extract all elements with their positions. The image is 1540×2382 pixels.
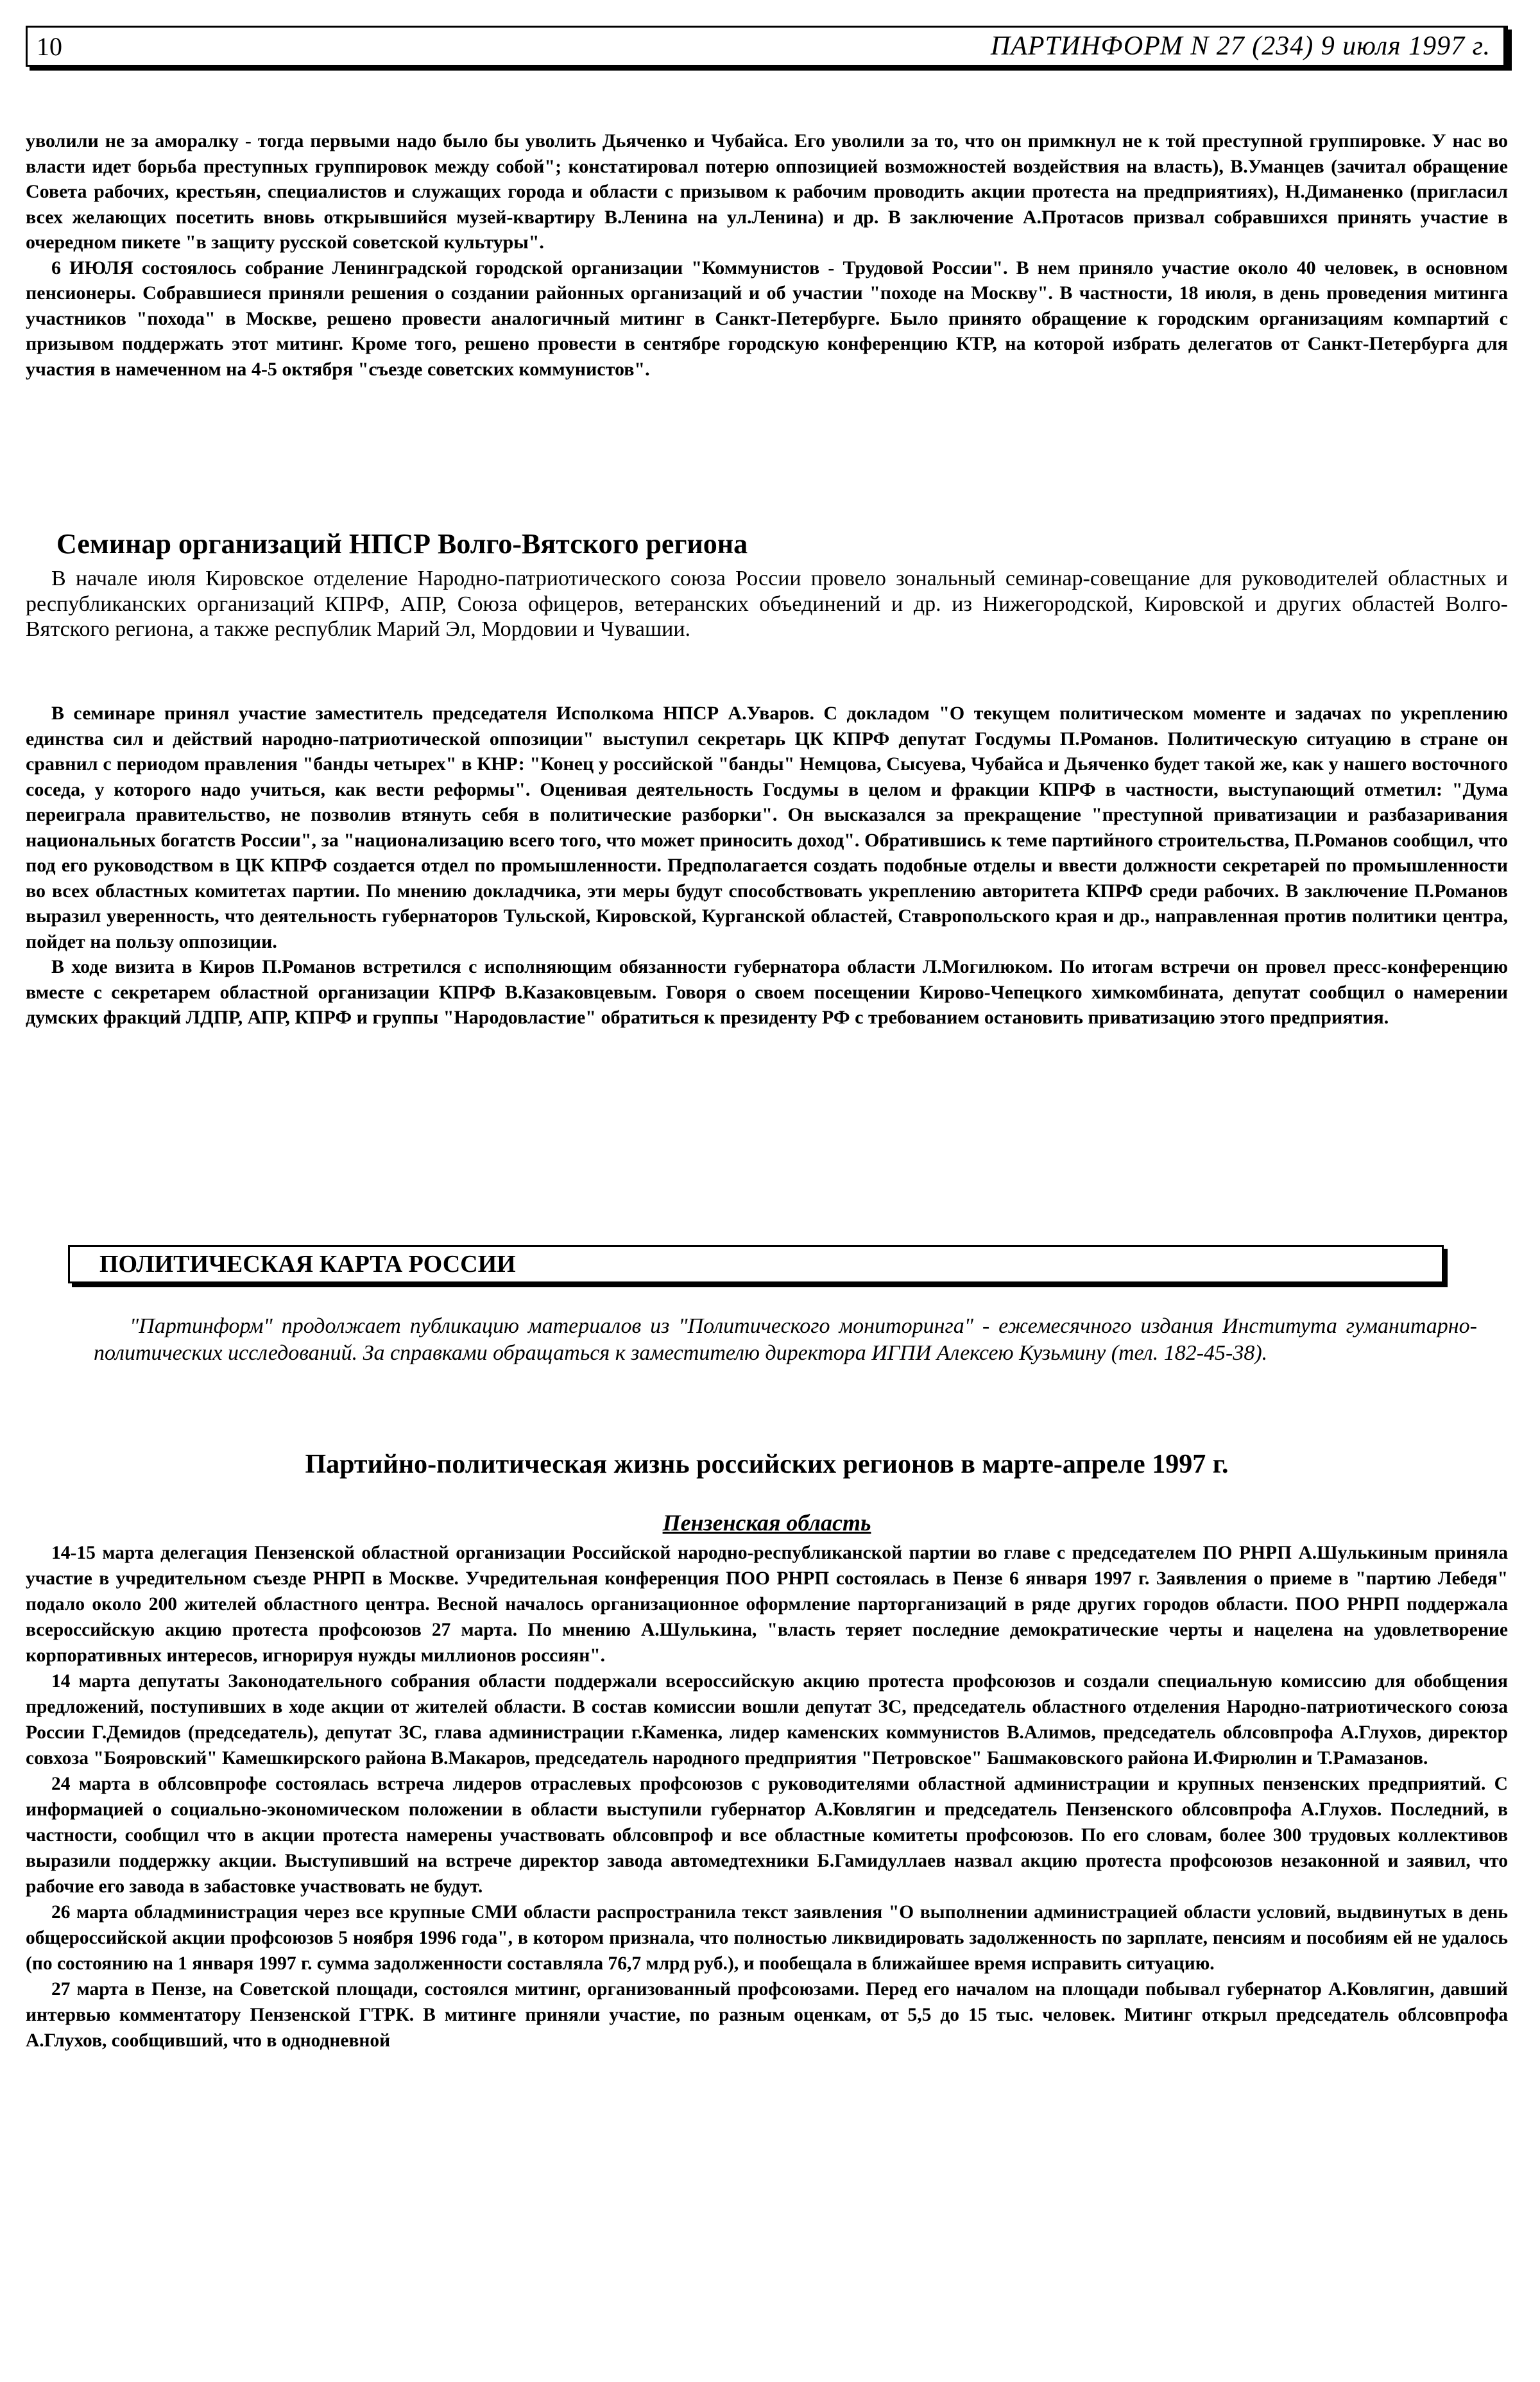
- newspaper-page: [26, 26, 1508, 2051]
- rubric-box: [68, 1245, 1444, 1283]
- paragraph: 26 марта обладминистрация через все крупные СМИ области распространила текст заявления "О выполнении администрацией области условий, выдвинутых в день общероссийской акции профсоюзов 5 ноября 1996 года", в котором признала, что полностью ликвидировать задолженность по зарплате, пенсиям и пособиям ей не удалось (по состоянию на 1 января 1997 г. сумма задолженности составляла 76,7 млрд руб.), и пообещала в ближайшее время исправить ситуацию.: [26, 1902, 1508, 1974]
- paragraph: 27 марта в Пензе, на Советской площади, состоялся митинг, организованный профсоюзами. Перед его началом на площади побывал губернатор А.Ковлягин, давший интервью комментатору Пензенской ГТРК. В митинге приняли участие, по разным оценкам, от 5,5 до 15 тыс. человек. Митинг открыл председатель облсовпрофа А.Глухов, сообщивший, что в однодневной: [26, 1979, 1508, 2051]
- paragraph: уволили не за аморалку - тогда первыми надо было бы уволить Дьяченко и Чубайса. Его уволили за то, что он примкнул не к той преступной группировке. У нас во власти идет борьба преступных группировок между собой"; констатировал потерю оппозицией возможностей воздействия на власть), В.Уманцев (зачитал обращение Совета рабочих, крестьян, специалистов и служащих города и области с призывом к рабочим проводить акции протеста на предприятиях), Н.Диманенко (пригласил всех желающих посетить вновь открывшийся музей-квартиру В.Ленина на ул.Ленина) и др. В заключение А.Протасов призвал собравшихся принять участие в очередном пикете "в защиту русской советской культуры".: [26, 130, 1508, 253]
- paragraph: 14-15 марта делегация Пензенской областной организации Российской народно-республиканской партии во главе с председателем ПО РНРП А.Шулькиным приняла участие в учредительном съезде РНРП в Москве. Учредительная конференция ПОО РНРП состоялась в Пензе 6 января 1997 г. Заявления о приеме в "партию Лебедя" подало около 200 жителей областного центра. Весной началось организационное оформление парторганизаций в ряде других городов области. ПОО РНРП поддержала всероссийскую акцию протеста профсоюзов 27 марта. По мнению А.Шулькина, "власть теряет последние демократические черты и нацелена на удовлетворение корпоративных интересов, игнорируя нужды миллионов россиян".: [26, 1543, 1508, 1666]
- review-heading: Партийно-политическая жизнь российских регионов в марте-апреле 1997 г.: [305, 1450, 1229, 1479]
- region-heading: Пензенская область: [662, 1510, 871, 1536]
- rubric-title: ПОЛИТИЧЕСКАЯ КАРТА РОССИИ: [99, 1251, 516, 1278]
- leningrad-report: [26, 128, 1508, 382]
- page-header: [26, 26, 1508, 67]
- paragraph: В семинаре принял участие заместитель председателя Исполкома НПСР А.Уваров. С докладом "О текущем политическом моменте и задачах по укреплению единства сил и действий народно-патриотической оппозиции" выступил секретарь ЦК КПРФ депутат Госдумы П.Романов. Политическую ситуацию в стране он сравнил с периодом правления "банды четырех" в КНР: "Конец у российской "банды" Немцова, Сысуева, Чубайса и Дьяченко будет такой же, как у нашего восточного соседа, у которого надо учиться, как вести реформы". Оценивая деятельность Госдумы в целом и фракции КПРФ в частности, выступающий отметил: "Дума переиграла правительство, не позволив втянуть себя в политические разборки". Он высказался за прекращение "преступной приватизации и разбазаривания национальных богатств России", за "национализацию всего того, что может приносить доход". Обратившись к теме партийного строительства, П.Романов сообщил, что под его руководством в ЦК КПРФ создается отдел по промышленности. Предполагается создать подобные отделы и ввести должности секретарей по промышленности во всех областных комитетах партии. По мнению докладчика, эти меры будут способствовать укреплению авторитета КПРФ среди рабочих. В заключение П.Романов выразил уверенность, что деятельность губернаторов Тульской, Кировской, Курганской областей, Ставропольского края и др., направленная против политики центра, пойдет на пользу оппозиции.: [26, 703, 1508, 952]
- publication-title: ПАРТИНФОРМ N 27 (234) 9 июля 1997 г.: [990, 31, 1491, 61]
- page-number: 10: [37, 31, 62, 61]
- paragraph: В ходе визита в Киров П.Романов встретился с исполняющим обязанности губернатора области Л.Могилюком. По итогам встречи он провел пресс-конференцию вместе с секретарем областной организации КПРФ В.Казаковцевым. Говоря о своем посещении Кирово-Чепецкого химкомбината, депутат сообщил о намерении думских фракций ЛДПР, АПР, КПРФ и группы "Народовластие" обратиться к президенту РФ с требованием остановить приватизацию этого предприятия.: [26, 956, 1508, 1028]
- article-heading: Семинар организаций НПСР Волго-Вятского региона: [56, 528, 748, 560]
- rubric-intro: "Партинформ" продолжает публикацию материалов из "Политического мониторинга" - ежемесячного издания Института гуманитарно-политических исследований. За справками обращаться к заместителю директора ИГПИ Алексею Кузьмину (тел. 182-45-38).: [94, 1314, 1477, 1365]
- seminar-body: [26, 701, 1508, 1031]
- paragraph: 14 марта депутаты Законодательного собрания области поддержали всероссийскую акцию протеста профсоюзов и создали специальную комиссию для обобщения предложений, поступивших в ходе акции от жителей области. В состав комиссии вошли депутат ЗС, председатель областного отделения Народно-патриотического союза России Г.Демидов (председатель), депутат ЗС, глава администрации г.Каменка, лидер каменских коммунистов В.Алимов, председатель облсовпрофа А.Глухов, директор совхоза "Бояровский" Камешкирского района В.Макаров, председатель народного предприятия "Петровское" Башмаковского района И.Фирюлин и Т.Рамазанов.: [26, 1671, 1508, 1769]
- lead-paragraph: В начале июля Кировское отделение Народно-патриотического союза России провело зональный семинар-совещание для руководителей областных и республиканских организаций КПРФ, АПР, Союза офицеров, ветеранских объединений и др. из Нижегородской, Кировской и других областей Волго-Вятского региона, а также республик Марий Эл, Мордовии и Чувашии.: [26, 567, 1508, 641]
- paragraph: 6 ИЮЛЯ состоялось собрание Ленинградской городской организации "Коммунистов - Трудовой России". В нем приняло участие около 40 человек, в основном пенсионеры. Собравшиеся приняли решения о создании районных организаций и об участии "походе на Москву". В частности, 18 июля, в день проведения митинга участников "похода" в Москве, решено провести аналогичный митинг в Санкт-Петербурге. Было принято обращение к городским организациям компартий с призывом поддержать этот митинг. Кроме того, решено провести в сентябре городскую конференцию КТР, на которой избрать делегатов от Санкт-Петербурга для участия в намеченном на 4-5 октября "съезде советских коммунистов".: [26, 257, 1508, 380]
- seminar-lead: [26, 566, 1508, 642]
- paragraph: 24 марта в облсовпрофе состоялась встреча лидеров отраслевых профсоюзов с руководителями областной администрации и крупных пензенских предприятий. С информацией о социально-экономическом положении в области выступили губернатор А.Ковлягин и председатель Пензенского облсовпрофа А.Глухов. Последний, в частности, сообщил что в акции протеста намерены участвовать облсовпроф и все областные комитеты профсоюзов. По его словам, более 300 трудовых коллективов выразили поддержку акции. Выступивший на встрече директор завода автомедтехники Б.Гамидуллаев назвал акцию протеста профсоюзов незаконной и заявил, что рабочие его завода в забастовке участвовать не будут.: [26, 1774, 1508, 1897]
- penza-report: [26, 1540, 1508, 2053]
